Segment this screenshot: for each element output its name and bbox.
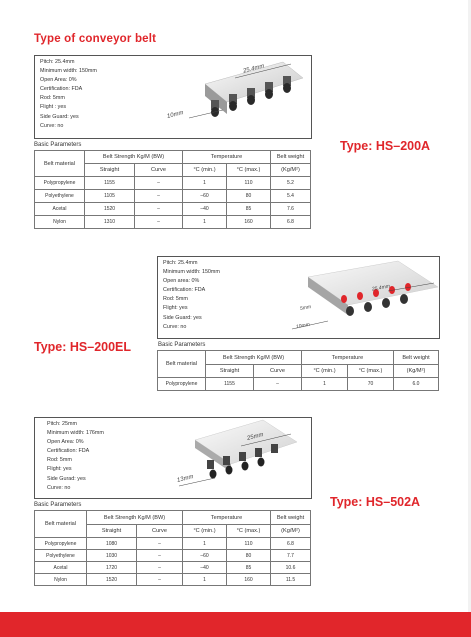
header-tmin: °C (min.): [302, 365, 348, 378]
cell-tmax: 160: [227, 216, 271, 229]
cell-straight: 1520: [87, 574, 137, 586]
cell-straight: 1520: [85, 203, 135, 216]
header-weight-unit: (Kg/M²): [271, 164, 311, 177]
table-row: [35, 550, 311, 562]
spec-item: Curve: no: [47, 484, 71, 491]
spec-item: Side Guard: yes: [40, 113, 79, 120]
cell-straight: 1155: [85, 177, 135, 190]
header-tmax: °C (max.): [227, 164, 271, 177]
header-temperature: Temperature: [183, 511, 271, 525]
cell-curve: –: [137, 562, 183, 574]
cell-material: Acetal: [35, 203, 85, 216]
hs200a-basic-label: Basic Parameters: [34, 142, 82, 148]
cell-tmin: –40: [183, 562, 227, 574]
spec-item: Curve: no: [40, 122, 64, 129]
hs502a-spec-list: [47, 420, 104, 493]
header-strength: Belt Strength Kg/M (BW): [85, 151, 183, 164]
cell-weight: 6.8: [271, 538, 311, 550]
cell-tmin: 1: [183, 538, 227, 550]
hs502a-basic-label: Basic Parameters: [34, 502, 82, 508]
hs502a-pitch-dim: 25mm: [246, 432, 265, 442]
cell-material: Polypropylene: [35, 177, 85, 190]
cell-weight: 11.5: [271, 574, 311, 586]
spec-item: Curve: no: [163, 323, 187, 330]
header-weight: Belt weight: [394, 351, 439, 365]
cell-tmax: 80: [227, 550, 271, 562]
cell-weight: 7.6: [271, 203, 311, 216]
table-row: [35, 177, 311, 190]
hs200a-spec-box: [34, 55, 312, 139]
table-row: [35, 190, 311, 203]
header-weight: Belt weight: [271, 511, 311, 525]
cell-weight: 7.7: [271, 550, 311, 562]
spec-item: Certification: FDA: [47, 448, 90, 455]
header-curve: Curve: [135, 164, 183, 177]
cell-straight: 1105: [85, 190, 135, 203]
cell-tmin: –60: [183, 190, 227, 203]
cell-material: Polyethylene: [35, 550, 87, 562]
cell-material: Polyethylene: [35, 190, 85, 203]
cell-tmax: 85: [227, 203, 271, 216]
hs502a-belt-illustration: [165, 418, 311, 498]
header-straight: Straight: [87, 525, 137, 538]
page-title: Type of conveyor belt: [34, 33, 157, 45]
header-straight: Straight: [206, 365, 254, 378]
cell-straight: 1720: [87, 562, 137, 574]
hs200el-height-dim: 10mm: [295, 321, 311, 331]
hs200el-type-label: Type: HS–200EL: [34, 340, 132, 354]
table-row: [158, 378, 439, 391]
spec-item: Rod: 5mm: [47, 457, 72, 464]
header-material: Belt material: [158, 351, 206, 378]
header-tmin: °C (min.): [183, 525, 227, 538]
cell-tmax: 110: [227, 538, 271, 550]
spec-item: Rod: 5mm: [163, 296, 188, 303]
cell-tmax: 80: [227, 190, 271, 203]
hs200el-spec-box: [157, 256, 440, 339]
cell-curve: –: [135, 190, 183, 203]
cell-tmin: 1: [183, 177, 227, 190]
cell-material: Polypropylene: [35, 538, 87, 550]
cell-tmin: –60: [183, 550, 227, 562]
hs200el-basic-label: Basic Parameters: [158, 342, 206, 348]
cell-curve: –: [137, 538, 183, 550]
spec-item: Certification: FDA: [40, 86, 83, 93]
spec-item: Flight: yes: [47, 466, 72, 473]
header-curve: Curve: [137, 525, 183, 538]
hs200a-params-table: [34, 150, 311, 229]
hs502a-height-dim: 13mm: [176, 474, 195, 484]
header-material: Belt material: [35, 511, 87, 538]
cell-curve: –: [137, 550, 183, 562]
cell-straight: 1080: [87, 538, 137, 550]
cell-weight: 5.2: [271, 177, 311, 190]
spec-item: Open Area: 0%: [40, 77, 77, 84]
cell-material: Acetal: [35, 562, 87, 574]
cell-material: Polypropylene: [158, 378, 206, 391]
table-row: [35, 203, 311, 216]
spec-item: Pitch: 25mm: [47, 421, 77, 427]
header-straight: Straight: [85, 164, 135, 177]
header-weight-unit: (Kg/M²): [394, 365, 439, 378]
cell-material: Nylon: [35, 216, 85, 229]
spec-item: Side Gurad: yes: [47, 475, 86, 482]
table-row: [35, 538, 311, 550]
cell-curve: –: [137, 574, 183, 586]
spec-item: Flight: yes: [163, 305, 188, 312]
hs200a-type-label: Type: HS–200A: [340, 139, 431, 153]
header-tmax: °C (max.): [227, 525, 271, 538]
hs502a-spec-box: [34, 417, 312, 499]
cell-curve: –: [135, 177, 183, 190]
table-row: [35, 216, 311, 229]
header-curve: Curve: [254, 365, 302, 378]
header-weight: Belt weight: [271, 151, 311, 164]
cell-tmax: 110: [227, 177, 271, 190]
cell-weight: 6.0: [394, 378, 439, 391]
header-tmax: °C (max.): [348, 365, 394, 378]
spec-item: Pitch: 25.4mm: [163, 260, 198, 266]
spec-item: Rod: 5mm: [40, 95, 65, 102]
hs200el-rod-dim: 5mm: [299, 304, 312, 312]
table-row: [35, 574, 311, 586]
spec-item: Side Guard: yes: [163, 314, 202, 321]
cell-weight: 5.4: [271, 190, 311, 203]
cell-tmin: 1: [302, 378, 348, 391]
cell-weight: 6.8: [271, 216, 311, 229]
cell-tmin: 1: [183, 216, 227, 229]
header-tmin: °C (min.): [183, 164, 227, 177]
spec-item: Minimum width: 150mm: [40, 68, 97, 75]
hs200a-spec-list: [40, 58, 97, 131]
hs502a-type-label: Type: HS–502A: [330, 495, 421, 509]
cell-curve: –: [254, 378, 302, 391]
spec-item: Certification: FDA: [163, 287, 206, 294]
cell-curve: –: [135, 203, 183, 216]
spec-item: Flight : yes: [40, 104, 67, 111]
spec-item: Minimum width: 176mm: [47, 430, 104, 437]
header-material: Belt material: [35, 151, 85, 177]
hs200a-height-dim: 10mm: [166, 110, 185, 120]
spec-item: Open Area: 0%: [47, 439, 84, 446]
cell-weight: 10.6: [271, 562, 311, 574]
hs200el-belt-illustration: [288, 257, 439, 338]
spec-item: Pitch: 25.4mm: [40, 59, 75, 65]
table-row: [35, 562, 311, 574]
header-strength: Belt Strength Kg/M (BW): [206, 351, 302, 365]
cell-tmax: 70: [348, 378, 394, 391]
hs200el-pitch-dim: 25.4mm: [371, 283, 391, 293]
cell-tmin: –40: [183, 203, 227, 216]
cell-tmax: 85: [227, 562, 271, 574]
cell-curve: –: [135, 216, 183, 229]
hs200a-belt-illustration: [165, 56, 311, 138]
header-weight-unit: (Kg/M²): [271, 525, 311, 538]
cell-straight: 1030: [87, 550, 137, 562]
spec-item: Minimum width: 150mm: [163, 269, 220, 276]
cell-tmin: 1: [183, 574, 227, 586]
hs200el-spec-list: [163, 259, 220, 332]
footer-band: [0, 612, 471, 637]
spec-item: Open area: 0%: [163, 278, 200, 285]
hs502a-params-table: [34, 510, 311, 586]
hs200el-params-table: [157, 350, 439, 391]
cell-tmax: 160: [227, 574, 271, 586]
cell-material: Nylon: [35, 574, 87, 586]
header-temperature: Temperature: [183, 151, 271, 164]
cell-straight: 1310: [85, 216, 135, 229]
cell-straight: 1155: [206, 378, 254, 391]
hs200a-pitch-dim: 25.4mm: [242, 63, 266, 75]
header-temperature: Temperature: [302, 351, 394, 365]
header-strength: Belt Strength Kg/M (BW): [87, 511, 183, 525]
